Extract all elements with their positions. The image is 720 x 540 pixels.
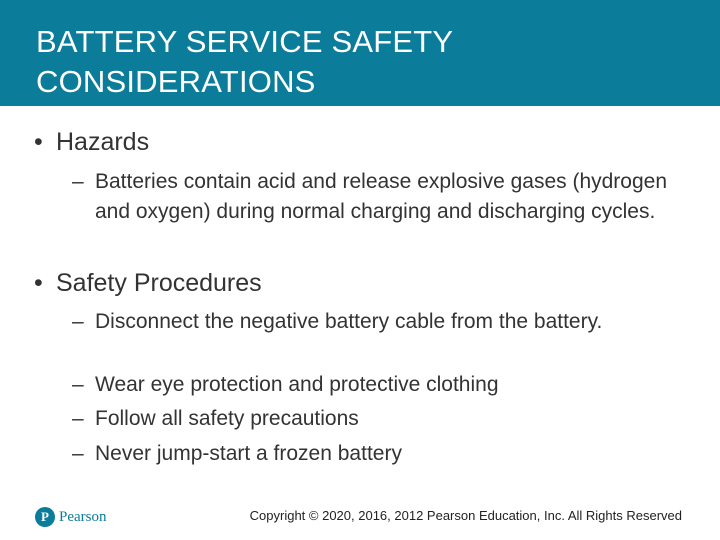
title-bar	[0, 0, 720, 106]
bullet-safety-procedures	[34, 269, 262, 298]
sub-item	[72, 439, 672, 469]
copyright-notice: Copyright © 2020, 2016, 2012 Pearson Education, Inc. All Rights Reserved	[249, 508, 682, 523]
bullet-dot: •	[34, 269, 43, 297]
sub-item	[72, 307, 672, 337]
sub-item-text: Never jump-start a frozen battery	[95, 442, 402, 465]
sub-item-text: Follow all safety precautions	[95, 407, 359, 430]
pearson-logo-icon: P	[35, 507, 55, 527]
slide-title-line-1: BATTERY SERVICE SAFETY	[36, 24, 454, 59]
sub-item	[72, 370, 672, 400]
pearson-logo-text: Pearson	[59, 508, 107, 525]
sub-item	[72, 404, 672, 434]
dash-glyph: –	[72, 373, 84, 396]
sub-item-text: Disconnect the negative battery cable from the battery.	[95, 310, 603, 333]
bullet-hazards	[34, 128, 149, 157]
sub-item	[72, 167, 672, 227]
bullet-heading: Safety Procedures	[56, 269, 262, 297]
dash-glyph: –	[72, 310, 84, 333]
slide-title-line-2: CONSIDERATIONS	[36, 64, 316, 99]
slide-title	[36, 22, 453, 102]
sub-item-text: Batteries contain acid and release explosive gases (hydrogen and oxygen) during normal charging and discharging cycles.	[95, 170, 668, 223]
dash-glyph: –	[72, 170, 84, 193]
bullet-heading: Hazards	[56, 128, 150, 156]
dash-glyph: –	[72, 442, 84, 465]
dash-glyph: –	[72, 407, 84, 430]
bullet-dot: •	[34, 128, 43, 156]
pearson-logo	[35, 506, 107, 528]
sub-item-text: Wear eye protection and protective clothing	[95, 373, 499, 396]
